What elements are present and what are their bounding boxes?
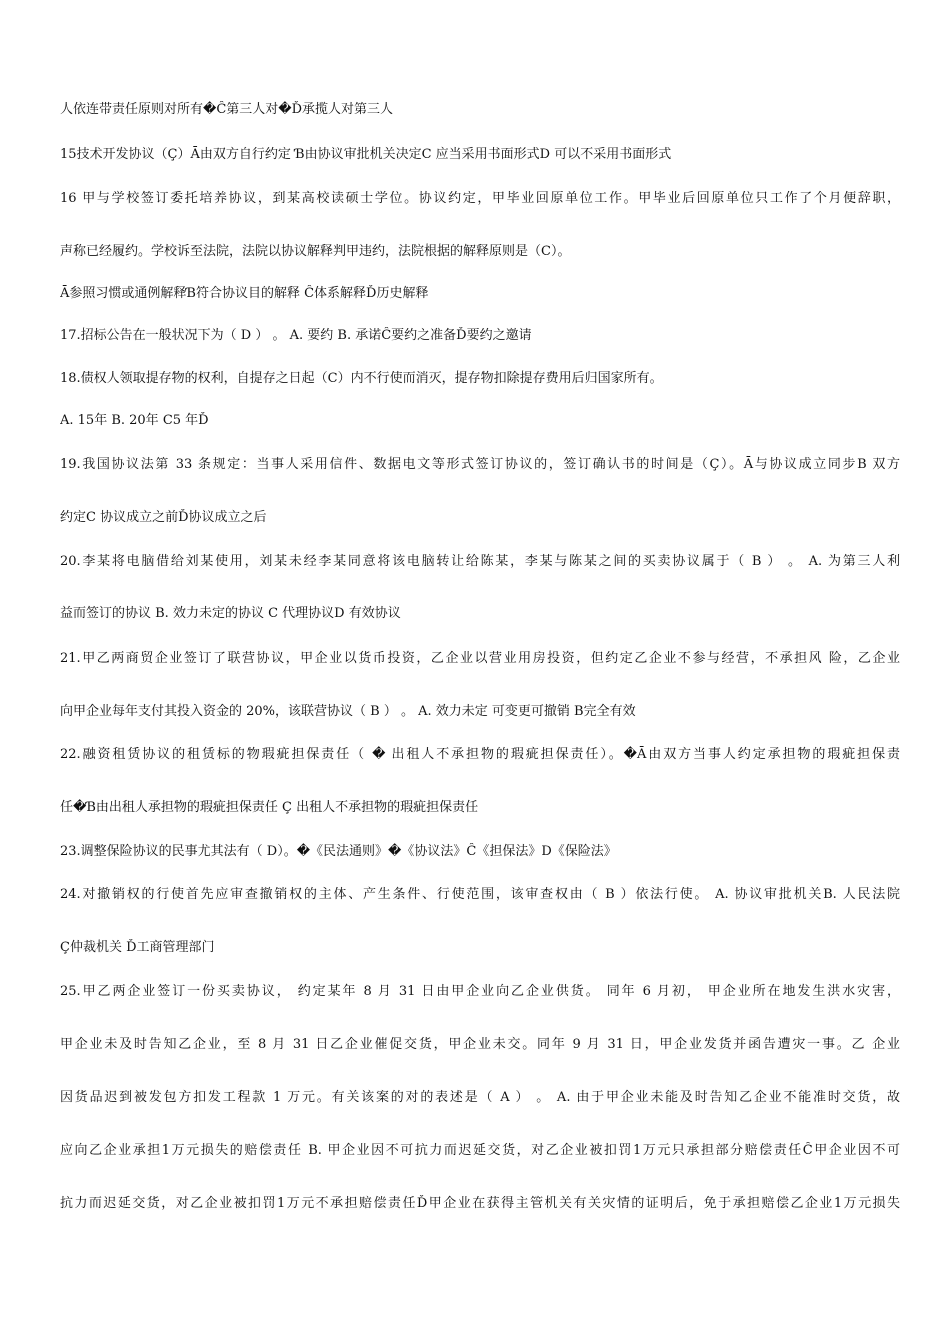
text-line-1: 人依连带责任原则对所有�Ĉ第三人对�Ď承揽人对第三人 (60, 102, 394, 117)
text-line-5: Ā参照习惯或通例解释Ɓ符合协议目的解释 Ĉ体系解释Ď历史解释 (60, 286, 429, 301)
text-line-10: 约定C 协议成立之前Ď协议成立之后 (60, 510, 267, 525)
text-line-2: 15技术开发协议（Ç）Ā由双方自行约定 Ɓ由协议审批机关决定C 应当采用书面形式D 可以不采用书面形式 (60, 147, 672, 162)
text-line-7: 18.债权人领取提存物的权利，自提存之日起（C）内不行使而消灭，提存物扣除提存费用后归国家所有。 (60, 371, 663, 386)
text-line-15: 22.融资租赁协议的租赁标的物瑕疵担保责任（ � 出租人不承担物的瑕疵担保责任）。�Ā由双方当事人约定承担物的瑕疵担保责 (60, 747, 900, 762)
text-line-17: 23.调整保险协议的民事尤其法有（ D）。�《民法通则》�《协议法》Ĉ《担保法》D《保险法》 (60, 844, 617, 859)
text-line-18: 24.对撤销权的行使首先应审查撤销权的主体、产生条件、行使范围，该审查权由（ B ）依法行使。 A. 协议审批机关B. 人民法院 (60, 887, 900, 902)
text-line-16: 任�Ɓ由出租人承担物的瑕疵担保责任 Ç 出租人不承担物的瑕疵担保责任 (60, 800, 479, 815)
text-line-3: 16 甲与学校签订委托培养协议，到某高校读硕士学位。协议约定，甲毕业回原单位工作。甲毕业后回原单位只工作了个月便辞职， (60, 191, 900, 206)
text-line-23: 应向乙企业承担1万元损失的赔偿责任 B. 甲企业因不可抗力而迟延交货，对乙企业被扣罚1万元只承担部分赔偿责任Ĉ甲企业因不可 (60, 1143, 900, 1158)
text-line-9: 19.我国协议法第 33 条规定：当事人采用信件、数据电文等形式签订协议的，签订确认书的时间是（Ç）。Ā与协议成立同步B 双方 (60, 457, 900, 472)
text-line-6: 17.招标公告在一般状况下为（ D ） 。 A. 要约 B. 承诺Ĉ要约之准备Ď要约之邀请 (60, 328, 532, 343)
text-line-8: A. 15年 B. 20年 C5 年Ď (60, 413, 209, 428)
text-line-21: 甲企业未及时告知乙企业，至 8 月 31 日乙企业催促交货，甲企业未交。同年 9 月 31 日，甲企业发货并函告遭灾一事。乙 企业 (60, 1037, 900, 1052)
text-line-13: 21.甲乙两商贸企业签订了联营协议，甲企业以货币投资，乙企业以营业用房投资，但约定乙企业不参与经营，不承担风 险，乙企业 (60, 651, 900, 666)
text-line-20: 25.甲乙两企业签订一份买卖协议， 约定某年 8 月 31 日由甲企业向乙企业供货。 同年 6 月初， 甲企业所在地发生洪水灾害， (60, 984, 900, 999)
text-line-19: Ç仲裁机关 Ď工商管理部门 (60, 940, 215, 955)
text-line-12: 益而签订的协议 B. 效力未定的协议 C 代理协议D 有效协议 (60, 606, 401, 621)
text-line-4: 声称已经履约。学校诉至法院，法院以协议解释判甲违约，法院根据的解释原则是（C）。 (60, 244, 571, 259)
text-line-14: 向甲企业每年支付其投入资金的 20%，该联营协议（ B ） 。 A. 效力未定 可变更可撤销 B完全有效 (60, 704, 636, 719)
text-line-24: 抗力而迟延交货，对乙企业被扣罚1万元不承担赔偿责任Ď甲企业在获得主管机关有关灾情的证明后，免于承担赔偿乙企业1万元损失 (60, 1196, 900, 1211)
text-line-11: 20.李某将电脑借给刘某使用，刘某未经李某同意将该电脑转让给陈某，李某与陈某之间的买卖协议属于（ B ） 。 A. 为第三人利 (60, 554, 900, 569)
text-line-22: 因货品迟到被发包方扣发工程款 1 万元。有关该案的对的表述是（ A ） 。 A. 由于甲企业未能及时告知乙企业不能准时交货，故 (60, 1090, 900, 1105)
